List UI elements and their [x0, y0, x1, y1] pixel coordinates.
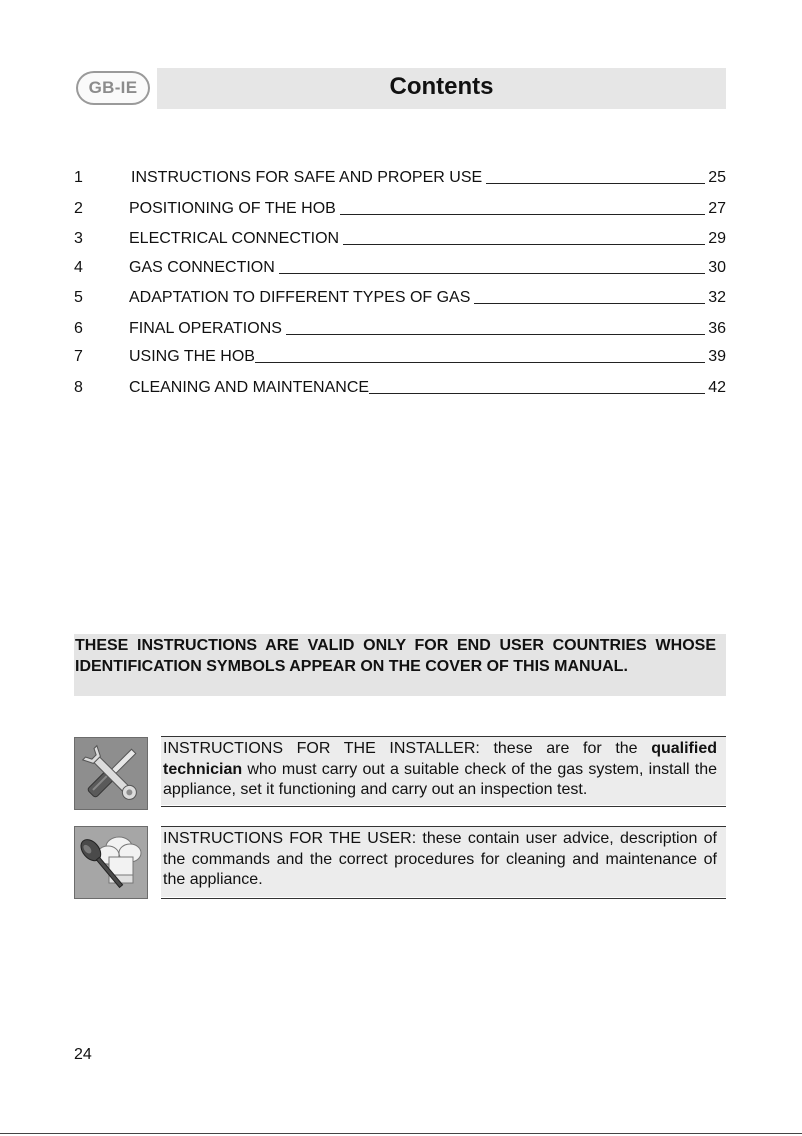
toc-entry[interactable] [74, 166, 726, 188]
tools-icon [74, 737, 148, 810]
toc-entry-page: 39 [708, 348, 726, 365]
language-badge [76, 71, 150, 105]
toc-entry-leader [369, 392, 705, 394]
installer-instructions-emphasis: qualified technician [163, 740, 717, 778]
toc-entry-page: 29 [708, 230, 726, 247]
toc-entry-label: USING THE HOB [129, 348, 255, 365]
toc-entry[interactable] [74, 197, 726, 219]
language-badge-label: GB-IE [88, 78, 138, 97]
toc-entry-number: 2 [74, 200, 83, 217]
toc-entry[interactable] [74, 317, 726, 339]
toc-entry[interactable] [74, 345, 726, 367]
toc-entry-leader [279, 272, 705, 274]
toc-entry[interactable] [74, 256, 726, 278]
toc-entry-number: 4 [74, 259, 83, 276]
toc-entry-number: 8 [74, 379, 83, 396]
toc-entry-page: 42 [708, 379, 726, 396]
toc-entry[interactable] [74, 286, 726, 308]
toc-entry-page: 25 [708, 169, 726, 186]
toc-entry-number: 7 [74, 348, 83, 365]
page-title-bar [157, 68, 726, 109]
toc-entry-leader [340, 213, 705, 215]
toc-entry-label: INSTRUCTIONS FOR SAFE AND PROPER USE [131, 169, 483, 186]
chef-hat-spoon-icon [74, 826, 148, 899]
toc-entry-leader [486, 182, 705, 184]
toc-entry-leader [343, 243, 705, 245]
toc-entry-number: 5 [74, 289, 83, 306]
user-instructions: INSTRUCTIONS FOR THE USER: these contain user advice, description of the commands and the correct procedures for cleaning and maintenance of the appliance. [161, 826, 726, 897]
toc-entry-page: 32 [708, 289, 726, 306]
toc-entry-label: CLEANING AND MAINTENANCE [129, 379, 370, 396]
toc-entry-leader [255, 361, 705, 363]
toc-entry-number: 3 [74, 230, 83, 247]
toc-entry[interactable] [74, 376, 726, 398]
installer-instructions-suffix: who must carry out a suitable check of the gas system, install the appliance, set it functioning and carry out an inspection test. [163, 760, 717, 798]
toc-entry-number: 1 [74, 169, 83, 186]
toc-entry-page: 30 [708, 259, 726, 276]
toc-entry-label: POSITIONING OF THE HOB [129, 200, 336, 217]
toc-entry[interactable] [74, 227, 726, 249]
toc-entry-page: 36 [708, 320, 726, 337]
toc-entry-page: 27 [708, 200, 726, 217]
toc-entry-leader [474, 302, 705, 304]
validity-notice: THESE INSTRUCTIONS ARE VALID ONLY FOR END USER COUNTRIES WHOSE IDENTIFICATION SYMBOLS APPEAR ON THE COVER OF THIS MANUAL. [74, 634, 726, 696]
installer-divider [161, 806, 726, 807]
toc-entry-label: FINAL OPERATIONS [129, 320, 282, 337]
toc-entry-number: 6 [74, 320, 83, 337]
toc-entry-label: ADAPTATION TO DIFFERENT TYPES OF GAS [129, 289, 471, 306]
toc-entry-label: GAS CONNECTION [129, 259, 275, 276]
user-divider [161, 898, 726, 899]
page-number: 24 [74, 1046, 92, 1063]
installer-instructions [161, 736, 726, 805]
installer-instructions-prefix: INSTRUCTIONS FOR THE INSTALLER: these are for the [163, 740, 652, 757]
page-title: Contents [389, 73, 494, 100]
page-bottom-edge [0, 1133, 802, 1134]
toc-entry-label: ELECTRICAL CONNECTION [129, 230, 340, 247]
toc-entry-leader [286, 333, 705, 335]
